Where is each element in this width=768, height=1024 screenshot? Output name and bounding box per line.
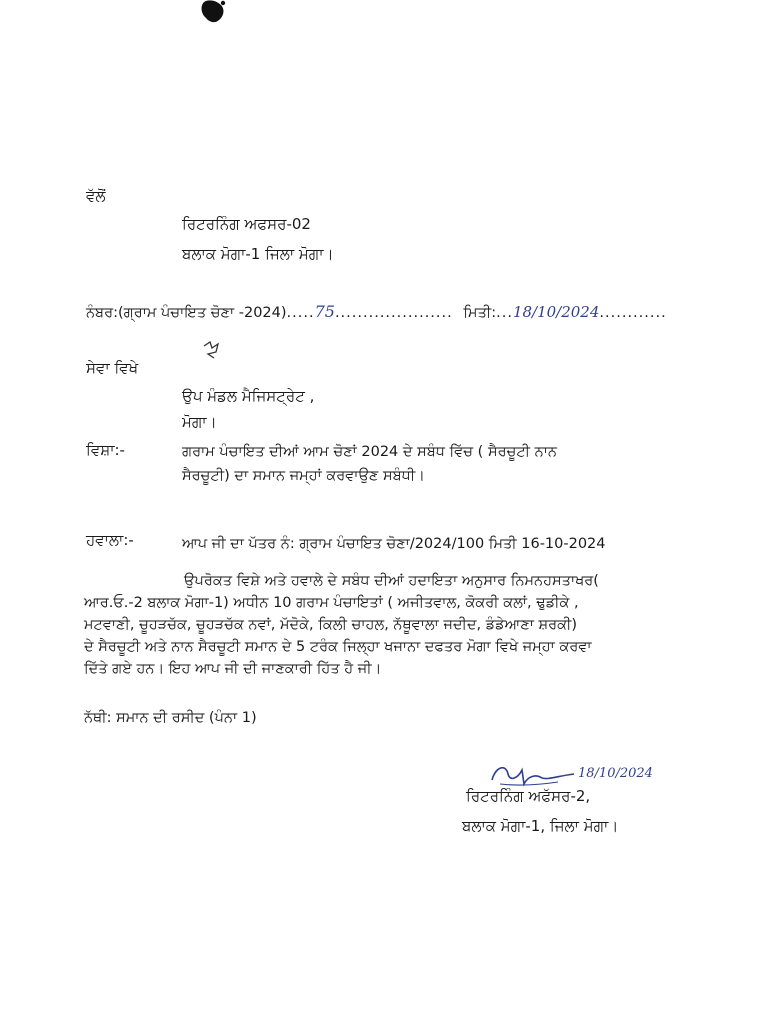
scribble-mark <box>200 340 224 360</box>
body-line: ਦਿੱਤੇ ਗਏ ਹਨ। ਇਹ ਆਪ ਜੀ ਦੀ ਜਾਣਕਾਰੀ ਹਿੱਤ ਹੈ ਜੀ। <box>84 661 382 677</box>
subject-label: ਵਿਸ਼ਾ:- <box>86 441 125 459</box>
enclosure-note: ਨੱਥੀ: ਸਮਾਨ ਦੀ ਰਸੀਦ (ਪੰਨਾ 1) <box>84 710 257 726</box>
from-line-2: ਬਲਾਕ ਮੋਗਾ-1 ਜਿਲਾ ਮੋਗਾ। <box>182 245 334 263</box>
number-value: 75 <box>314 302 335 321</box>
signatory-line-1: ਰਿਟਰਨਿੰਗ ਅਫੱਸਰ-2, <box>466 787 591 805</box>
to-line-1: ਉਪ ਮੰਡਲ ਮੈਜਿਸਟ੍ਰੇਟ , <box>182 387 315 405</box>
body-paragraph <box>84 570 684 680</box>
subject-line-2: ਸੈਰਚੂਟੀ) ਦਾ ਸਮਾਨ ਜਮ੍ਹਾਂ ਕਰਵਾਉਣ ਸਬੰਧੀ। <box>182 468 425 484</box>
number-label: ਨੰਬਰ:(ਗ੍ਰਾਮ ਪੰਚਾਇਤ ਚੋਣਾ -2024) <box>86 305 287 321</box>
signatory-line-2: ਬਲਾਕ ਮੋਗਾ-1, ਜਿਲਾ ਮੋਗਾ। <box>462 817 619 835</box>
reference-line: ਨੰਬਰ:(ਗ੍ਰਾਮ ਪੰਚਾਇਤ ਚੋਣਾ -2024).....75..................... ਮਿਤੀ:...18/10/2024............ <box>86 302 667 321</box>
ink-blot-mark <box>198 0 228 26</box>
from-label: ਵੱਲੋਂ <box>86 187 106 205</box>
body-line: ਉਪਰੋਕਤ ਵਿਸ਼ੇ ਅਤੇ ਹਵਾਲੇ ਦੇ ਸਬੰਧ ਦੀਆਂ ਹਦਾਇਤਾ ਅਨੁਸਾਰ ਨਿਮਨਹਸਤਾਖਰ( <box>184 573 599 589</box>
to-line-2: ਮੋਗਾ। <box>182 413 217 431</box>
body-line: ਦੇ ਸੈਰਚੂਟੀ ਅਤੇ ਨਾਨ ਸੈਰਚੂਟੀ ਸਮਾਨ ਦੇ 5 ਟਰੰਕ ਜਿਲ੍ਹਾ ਖਜਾਨਾ ਦਫਤਰ ਮੋਗਾ ਵਿਖੇ ਜਮ੍ਹਾ ਕਰਵਾ <box>84 639 592 655</box>
date-label: ਮਿਤੀ: <box>463 305 497 321</box>
from-line-1: ਰਿਟਰਨਿੰਗ ਅਫਸਰ-02 <box>182 215 311 233</box>
to-label: ਸੇਵਾ ਵਿਖੇ <box>86 359 139 377</box>
reference-letter-text: ਆਪ ਜੀ ਦਾ ਪੱਤਰ ਨੰ: ਗ੍ਰਾਮ ਪੰਚਾਇਤ ਚੋਣਾ/2024/100 ਮਿਤੀ 16-10-2024 <box>182 536 606 552</box>
reference-letter-label: ਹਵਾਲਾ:- <box>86 531 134 549</box>
signature-date: 18/10/2024 <box>578 766 653 781</box>
body-line: ਮਟਵਾਣੀ, ਚੂਹੜਚੱਕ, ਚੂਹੜਚੱਕ ਨਵਾਂ, ਮੱਦੋਕੇ, ਕਿਲੀ ਚਾਹਲ, ਨੱਥੂਵਾਲਾ ਜਦੀਦ, ਡੰਡੇਆਣਾ ਸ਼ਰਕੀ) <box>84 617 578 633</box>
body-line: ਆਰ.ਓ.-2 ਬਲਾਕ ਮੋਗਾ-1) ਅਧੀਨ 10 ਗਰਾਮ ਪੰਚਾਇਤਾਂ ( ਅਜੀਤਵਾਲ, ਕੋਕਰੀ ਕਲਾਂ, ਢੁਡੀਕੇ , <box>84 595 579 611</box>
subject-line-1: ਗਰਾਮ ਪੰਚਾਇਤ ਦੀਆਂ ਆਮ ਚੋਣਾਂ 2024 ਦੇ ਸਬੰਧ ਵਿੱਚ ( ਸੈਰਚੂਟੀ ਨਾਨ <box>182 444 557 460</box>
date-value: 18/10/2024 <box>512 303 600 321</box>
